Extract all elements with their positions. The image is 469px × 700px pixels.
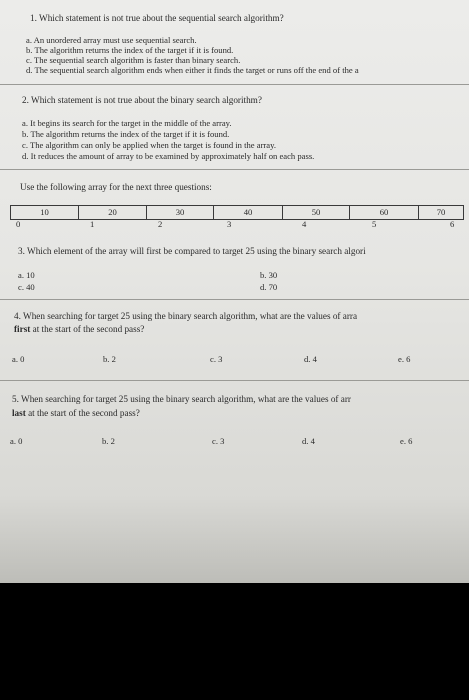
question-5-text-line2 [12,409,140,418]
question-4-text-line2 [14,325,144,334]
question-4-option-b: b. 2 [103,354,116,364]
array-cell-6: 70 [418,205,464,220]
array-index-0: 0 [16,219,21,229]
question-1-option-b: b. The algorithm returns the index of the target if it is found. [26,45,234,55]
array-cell-1: 20 [78,205,147,220]
array-cell-4: 50 [282,205,350,220]
question-5-option-e: e. 6 [400,436,413,446]
question-3-option-c: c. 40 [18,282,35,292]
question-4-emphasis: first [14,324,31,334]
array-cell-3: 40 [213,205,283,220]
question-5-text-rest: at the start of the second pass? [25,408,140,418]
question-5-emphasis: last [12,408,26,418]
array-index-4: 4 [302,219,307,229]
array-cell-2: 30 [146,205,214,220]
array-intro-text: Use the following array for the next three questions: [20,182,212,192]
question-2-option-b: b. The algorithm returns the index of the target if it is found. [22,129,230,139]
question-5-option-b: b. 2 [102,436,115,446]
question-4-option-d: d. 4 [304,354,317,364]
array-index-1: 1 [90,219,95,229]
section-divider [0,299,469,300]
question-5-option-a: a. 0 [10,436,23,446]
section-divider [0,380,469,381]
question-1-option-a: a. An unordered array must use sequential search. [26,35,197,45]
question-3-option-d: d. 70 [260,282,278,292]
question-2-option-c: c. The algorithm can only be applied when the target is found in the array. [22,140,276,150]
array-cell-5: 60 [349,205,419,220]
section-divider [0,169,469,170]
array-index-5: 5 [372,219,377,229]
question-4-text-rest: at the start of the second pass? [30,324,145,334]
question-1-option-d: d. The sequential search algorithm ends when either it finds the target or runs off the end of the a [26,65,359,75]
array-index-2: 2 [158,219,163,229]
question-1-option-c: c. The sequential search algorithm is faster than binary search. [26,55,241,65]
question-4-option-e: e. 6 [398,354,411,364]
question-3-option-a: a. 10 [18,270,35,280]
question-4-option-c: c. 3 [210,354,223,364]
question-4-text-line1: 4. When searching for target 25 using the binary search algorithm, what are the values of arra [14,311,358,321]
question-3-text: 3. Which element of the array will first be compared to target 25 using the binary search algori [18,246,366,256]
question-2-option-a: a. It begins its search for the target in the middle of the array. [22,118,232,128]
array-cell-0: 10 [10,205,79,220]
array-index-6: 6 [450,219,455,229]
question-5-text-line1: 5. When searching for target 25 using the binary search algorithm, what are the values of arr [12,394,351,404]
question-4-option-a: a. 0 [12,354,25,364]
question-3-option-b: b. 30 [260,270,278,280]
question-1-text: 1. Which statement is not true about the sequential search algorithm? [30,13,284,23]
question-5-option-d: d. 4 [302,436,315,446]
question-2-option-d: d. It reduces the amount of array to be examined by approximately half on each pass. [22,151,315,161]
section-divider [0,84,469,85]
question-2-text: 2. Which statement is not true about the binary search algorithm? [22,95,262,105]
question-5-option-c: c. 3 [212,436,225,446]
array-index-3: 3 [227,219,232,229]
